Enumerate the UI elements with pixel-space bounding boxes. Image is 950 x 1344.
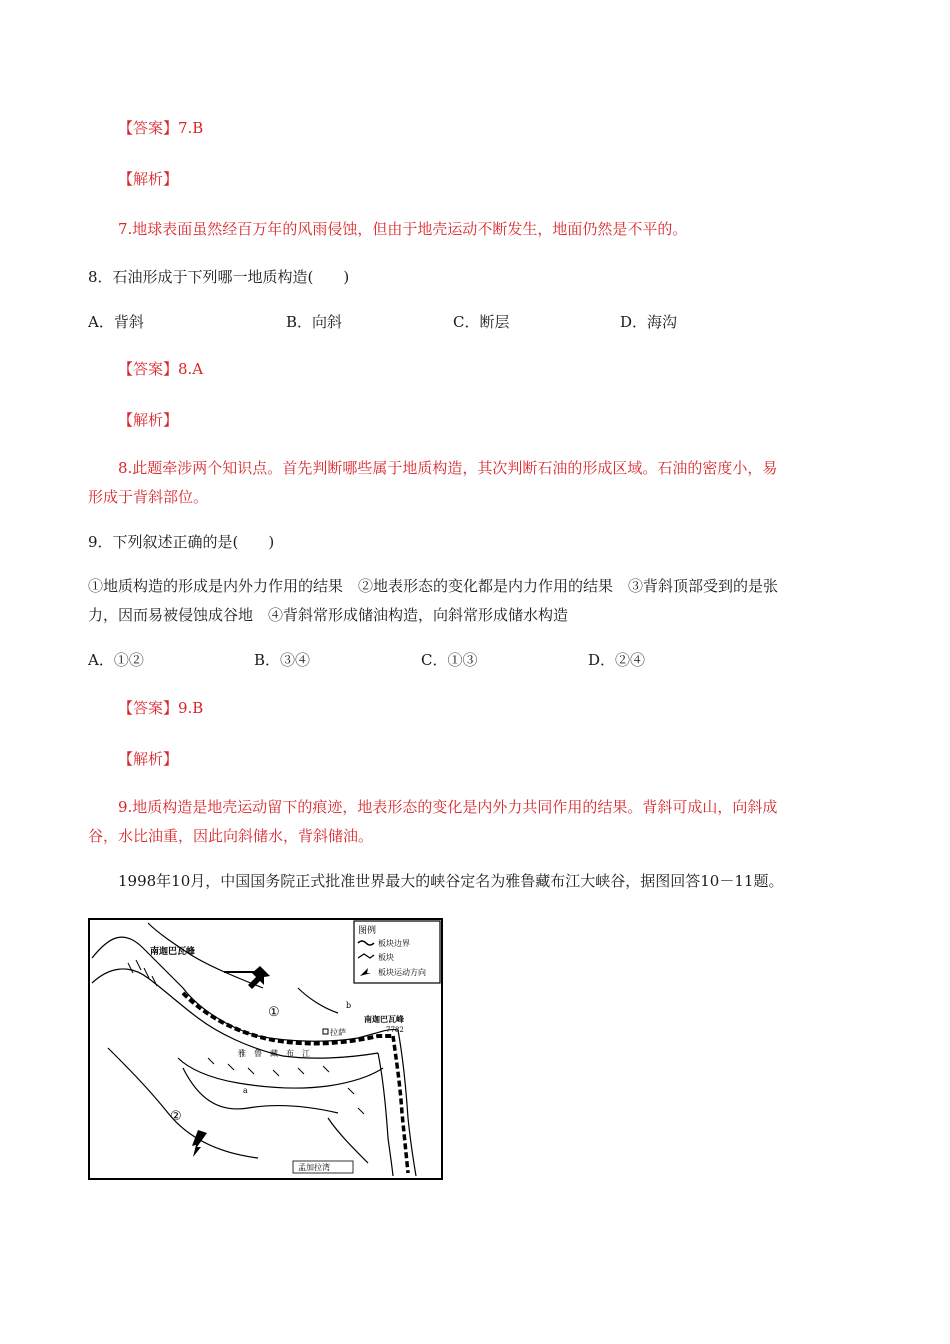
q8-question: 8．石油形成于下列哪一地质构造( ): [88, 268, 350, 286]
q7-answer: 【答案】7.B: [118, 119, 204, 137]
label-plate-1: ①: [268, 1005, 280, 1020]
legend-item-plate: 板块: [378, 953, 394, 962]
q7-analysis-label: 【解析】: [118, 170, 179, 188]
label-bay: 孟加拉湾: [298, 1163, 330, 1172]
q9-statement-line1: ①地质构造的形成是内外力作用的结果 ②地表形态的变化都是内力作用的结果 ③背斜顶部受到的是张: [88, 577, 779, 595]
q9-option-c: C．①③: [421, 651, 478, 669]
q9-option-a: A．①②: [88, 651, 144, 669]
q8-option-a: A．背斜: [88, 313, 144, 331]
q8-option-b: B．向斜: [286, 313, 343, 331]
label-mark-a: a: [243, 1086, 248, 1095]
map-legend: [354, 921, 440, 983]
label-river: 雅鲁藏布江: [238, 1049, 318, 1058]
q8-analysis-line2: 形成于背斜部位。: [88, 488, 209, 506]
label-mark-b: b: [346, 1001, 352, 1010]
q9-analysis-line2: 谷，水比油重，因此向斜储水，背斜储油。: [88, 827, 374, 845]
q9-analysis-label: 【解析】: [118, 750, 179, 768]
q8-option-c: C．断层: [453, 313, 510, 331]
q8-option-d: D．海沟: [620, 313, 678, 331]
label-elevation: 7782: [386, 1026, 404, 1034]
legend-title: 图例: [358, 926, 377, 936]
q9-answer: 【答案】9.B: [118, 699, 204, 717]
q9-option-d: D．②④: [588, 651, 646, 669]
q8-analysis-line1: 8.此题牵涉两个知识点。首先判断哪些属于地质构造，其次判断石油的形成区域。石油的密度小，易: [118, 459, 778, 477]
plate-boundary-map: [88, 918, 443, 1180]
q7-analysis: 7.地球表面虽然经百万年的风雨侵蚀，但由于地壳运动不断发生，地面仍然是不平的。: [118, 220, 688, 238]
q9-statement-line2: 力，因而易被侵蚀成谷地 ④背斜常形成储油构造，向斜常形成储水构造: [88, 606, 569, 624]
intro-text: 1998年10月，中国国务院正式批准世界最大的峡谷定名为雅鲁藏布江大峡谷，据图回答10－11题。: [118, 872, 784, 890]
label-peak-east: 南迦巴瓦峰: [364, 1014, 404, 1024]
q8-answer: 【答案】8.A: [118, 360, 204, 378]
legend-item-direction: 板块运动方向: [378, 968, 426, 977]
q8-analysis-label: 【解析】: [118, 411, 179, 429]
legend-item-boundary: 板块边界: [378, 939, 410, 948]
q9-question: 9．下列叙述正确的是( ): [88, 533, 275, 551]
q9-analysis-line1: 9.地质构造是地壳运动留下的痕迹，地表形态的变化是内外力共同作用的结果。背斜可成山，向斜成: [118, 798, 778, 816]
q9-option-b: B．③④: [254, 651, 311, 669]
label-plate-2: ②: [170, 1109, 182, 1124]
label-lhasa: 拉萨: [330, 1028, 346, 1037]
label-peak-west: 南迦巴瓦峰: [150, 947, 196, 957]
